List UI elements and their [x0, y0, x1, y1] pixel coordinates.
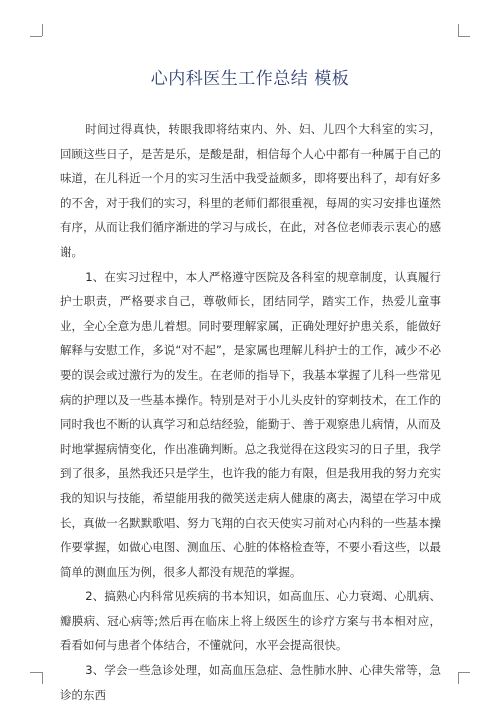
crop-mark-top-left-horizontal	[30, 36, 42, 37]
crop-mark-bottom-right-vertical	[458, 672, 459, 684]
crop-mark-top-right-horizontal	[458, 36, 470, 37]
crop-mark-bottom-left-horizontal	[30, 672, 42, 673]
crop-mark-bottom-right-horizontal	[458, 672, 470, 673]
paragraph-point-2: 2、搞熟心内科常见疾病的书本知识，如高血压、心力衰竭、心肌病、瓣膜病、冠心病等;然后再在临床上将上级医生的诊疗方案与书本相对应，看看如何与患者个体结合，不懂就问，水平会提高很快。	[60, 589, 441, 653]
paragraph-point-1: 1、在实习过程中，本人严格遵守医院及各科室的规章制度，认真履行护士职责，严格要求自己，尊敬师长，团结同学，踏实工作，热爱儿童事业，全心全意为患儿着想。同时要理解家属，正确处理好护患关系，能做好解释与安慰工作，多说“对不起”，是家属也理解儿科护士的工作，减少不必要的误会或过激行为的发生。在老师的指导下，我基本掌握了儿科一些常见病的护理以及一些基本操作。特别是对于小儿头皮针的穿刺技术，在工作的同时我也不断的认真学习和总结经验，能勤于、善于观察患儿病情，从而及时地掌握病情变化，作出准确判断。总之我觉得在这段实习的日子里，我学到了很多，虽然我还只是学生，也许我的能力有限，但是我用我的努力充实我的知识与技能，希望能用我的微笑送走病人健康的离去，渴望在学习中成长，真做一名默默歌唱、努力飞翔的白衣天使实习前对心内科的一些基本操作要掌握，如做心电图、测血压、心脏的体格检查等，不要小看这些，以最简单的测血压为例，很多人都没有规范的掌握。	[60, 269, 441, 579]
paragraph-intro: 时间过得真快，转眼我即将结束内、外、妇、儿四个大科室的实习，回顾这些日子，是苦是乐，是酸是甜，相信每个人心中都有一种属于自己的味道，在儿科近一个月的实习生活中我受益颇多，即将要出科了，却有好多的不舍，对于我们的实习，科里的老师们都很重视，每周的实习安排也谨然有序，从而让我们循序渐进的学习与成长，在此，对各位老师表示衷心的感谢。	[60, 122, 441, 259]
paragraph-point-3: 3、学会一些急诊处理，如高血压急症、急性肺水肿、心律失常等，急诊的东西	[60, 663, 441, 702]
document-body	[60, 117, 441, 707]
crop-mark-top-left-vertical	[42, 24, 43, 36]
crop-mark-bottom-left-vertical	[42, 672, 43, 684]
document-title: 心内科医生工作总结 模板	[150, 69, 350, 89]
crop-mark-top-right-vertical	[458, 24, 459, 36]
